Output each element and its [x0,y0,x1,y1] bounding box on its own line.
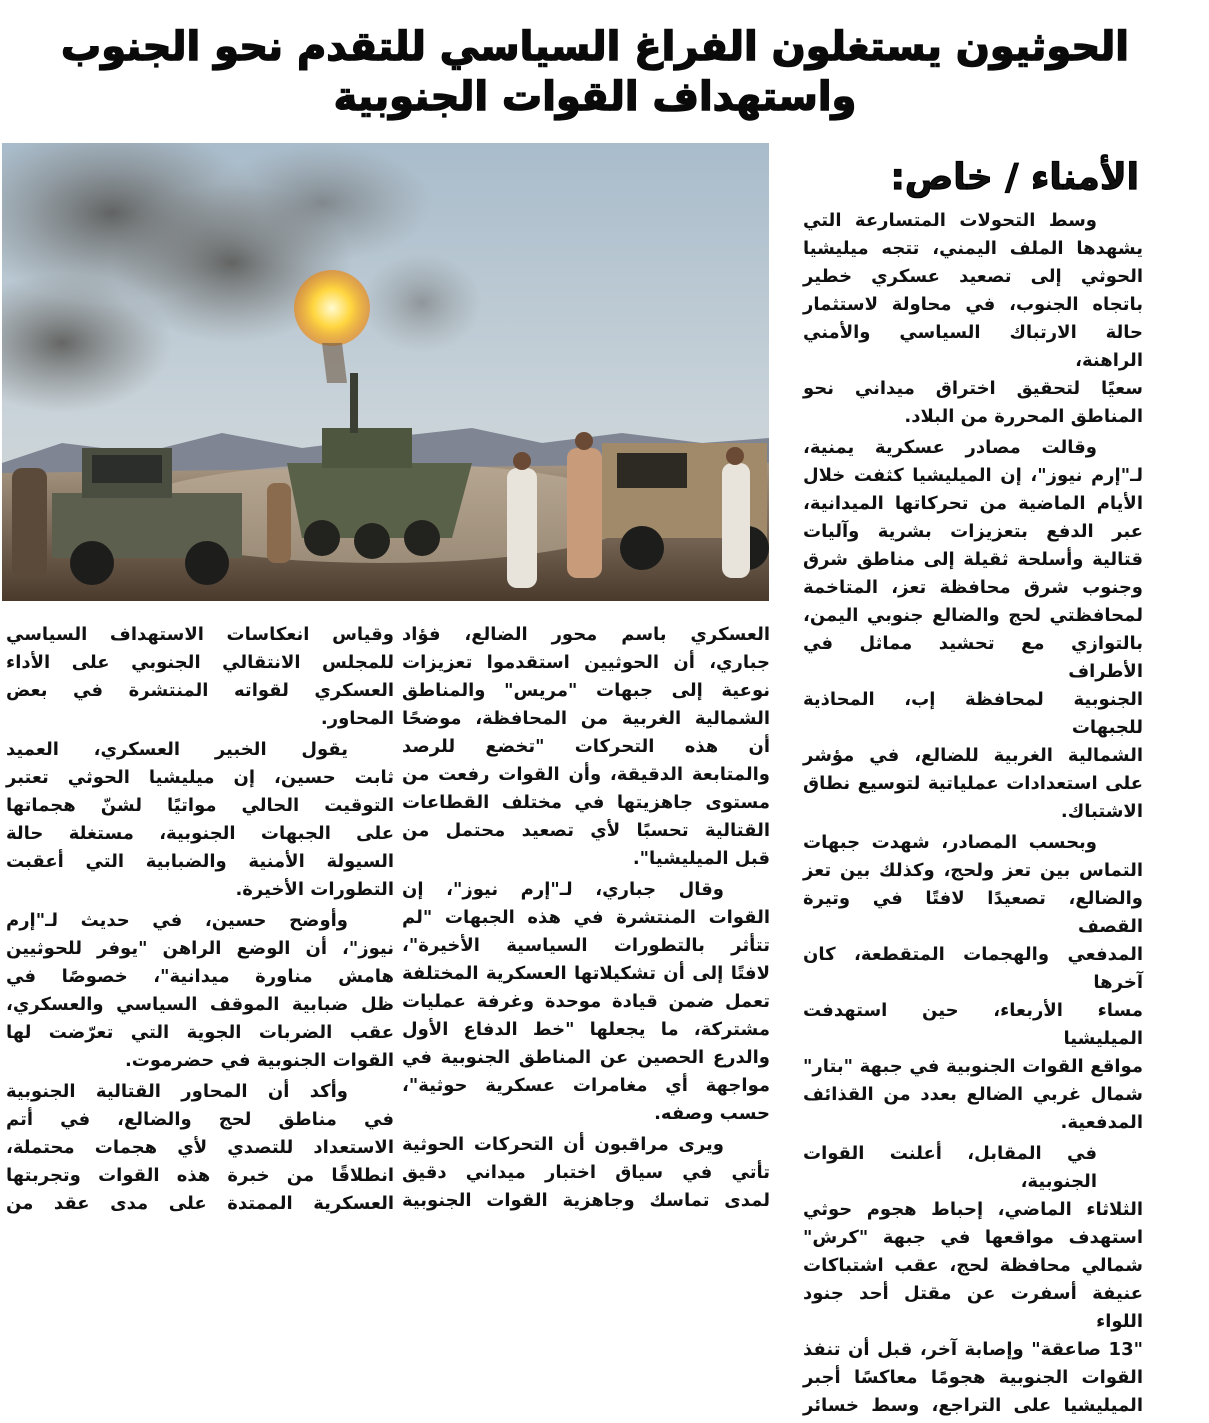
article-column-right [803,207,1143,1423]
text-line: تتأثر بالتطورات السياسية الأخيرة"، [402,935,770,956]
paragraph [6,1078,394,1218]
text-line: القتالية تحسبًا لأي تصعيد محتمل من [402,820,770,841]
article-column-left [6,621,394,1221]
text-line: لمحافظتي لحج والضالع جنوبي اليمن، [803,605,1143,626]
text-line: يقول الخبير العسكري، العميد [6,739,348,760]
text-line: المحاور. [320,708,394,729]
text-line: وقياس انعكاسات الاستهداف السياسي [6,624,394,645]
byline: الأمناء / خاص: [890,157,1139,198]
text-line: الثلاثاء الماضي، إحباط هجوم حوثي [803,1199,1143,1220]
text-line: لمدى تماسك وجاهزية القوات الجنوبية [402,1190,770,1211]
text-line: الاشتباك. [1060,801,1143,822]
text-line: نيوز"، أن الوضع الراهن "يوفر للحوثيين [6,938,394,959]
text-line: انطلاقًا من خبرة هذه القوات وتجربتها [6,1165,394,1186]
text-line: مواجهة أي مغامرات عسكرية حوثية"، [402,1075,770,1096]
text-line: على الجبهات الجنوبية، مستغلة حالة [6,823,394,844]
paragraph [6,736,394,904]
text-line: التماس بين تعز ولحج، وكذلك بين تعز [803,860,1143,881]
paragraph [803,207,1143,431]
text-line: مساء الأربعاء، حين استهدفت الميليشيا [803,1000,1143,1049]
text-line: "13 صاعقة" وإصابة آخر، قبل أن تنفذ [803,1339,1143,1360]
paragraph [402,1131,770,1215]
text-line: وأوضح حسين، في حديث لـ"إرم [6,910,348,931]
text-line: في المقابل، أعلنت القوات الجنوبية، [803,1143,1097,1192]
text-line: في مناطق لحج والضالع، في أتم [6,1109,394,1130]
text-line: قبل الميليشيا". [632,848,770,869]
text-line: الجنوبية لمحافظة إب، المحاذية للجبهات [803,689,1143,738]
paragraph [402,621,770,873]
text-line: قتالية وأسلحة ثقيلة إلى مناطق شرق [803,549,1143,570]
text-line: وقالت مصادر عسكرية يمنية، [803,437,1097,458]
paragraph [6,907,394,1075]
paragraph [402,876,770,1128]
text-line: شمال غربي الضالع بعدد من القذائف [803,1084,1143,1105]
text-line: عقب الضربات الجوية التي تعرّضت لها [6,1022,394,1043]
text-line: القوات الجنوبية هجومًا معاكسًا أجبر [803,1367,1143,1388]
text-line: التطورات الأخيرة. [235,879,394,900]
text-line: والمتابعة الدقيقة، وأن القوات رفعت من [402,764,770,785]
text-line: والضالع، تصعيدًا لافتًا في وتيرة القصف [803,888,1143,937]
text-line: استهدف مواقعها في جبهة "كرش" [803,1227,1143,1248]
battlefield-image [2,143,769,601]
text-line: القوات الجنوبية في حضرموت. [124,1050,394,1071]
text-line: مستوى جاهزيتها في مختلف القطاعات [402,792,770,813]
text-line: شمالي محافظة لحج، عقب اشتباكات [803,1255,1143,1276]
text-line: المناطق المحررة من البلاد. [904,406,1143,427]
text-line: والدرع الحصين عن المناطق الجنوبية في [402,1047,770,1068]
text-line: ظل ضبابية الموقف السياسي والعسكري، [6,994,394,1015]
paragraph [6,621,394,733]
text-line: ويرى مراقبون أن التحركات الحوثية [402,1134,724,1155]
text-line: التوقيت الحالي مواتيًا لشنّ هجماتها [6,795,394,816]
text-line: تعمل ضمن قيادة موحدة وغرفة عمليات [402,991,770,1012]
text-line: بالتوازي مع تحشيد مماثل في الأطراف [803,633,1143,682]
text-line: وأكد أن المحاور القتالية الجنوبية [6,1081,348,1102]
text-line: العسكري لقواته المنتشرة في بعض [6,680,394,701]
text-line: أن هذه التحركات "تخضع للرصد [402,736,770,757]
text-line: عبر الدفع بتعزيزات بشرية وآليات [803,521,1143,542]
text-line: على استعدادات عملياتية لتوسيع نطاق [803,773,1143,794]
text-line: الشمالية الغربية للضالع، في مؤشر [803,745,1143,766]
article-photo [2,143,769,601]
text-line: لـ"إرم نيوز"، إن الميليشيا كثفت خلال [803,465,1143,486]
paragraph [803,829,1143,1137]
text-line: جباري، أن الحوثيين استقدموا تعزيزات [402,652,770,673]
text-line: الاستعداد للتصدي لأي هجمات محتملة، [6,1137,394,1158]
text-line: الميليشيا على التراجع، وسط خسائر [803,1395,1143,1416]
headline-text: الحوثيون يستغلون الفراغ السياسي للتقدم نحو الجنوب واستهداف القوات الجنوبية [61,24,1129,120]
text-line: هامش مناورة ميدانية"، خصوصًا في [6,966,394,987]
text-line: حالة الارتباك السياسي والأمني الراهنة، [803,322,1143,371]
explosion [294,270,370,346]
text-line: القوات المنتشرة في هذه الجبهات "لم [402,907,770,928]
text-line: المدفعية. [1060,1112,1143,1133]
text-line: الشمالية الغربية من المحافظة، موضحًا [402,708,770,729]
text-line: باتجاه الجنوب، في محاولة لاستثمار [803,294,1143,315]
text-line: وبحسب المصادر، شهدت جبهات [803,832,1097,853]
text-line: وقال جباري، لـ"إرم نيوز"، إن [402,879,724,900]
paragraph [803,434,1143,826]
article-headline [30,22,1160,122]
text-line: حسب وصفه. [654,1103,770,1124]
text-line: ثابت حسين، إن ميليشيا الحوثي تعتبر [6,767,394,788]
text-line: نوعية إلى جبهات "مريس" والمناطق [402,680,770,701]
text-line: يشهدها الملف اليمني، تتجه ميليشيا [803,238,1143,259]
text-line: عنيفة أسفرت عن مقتل أحد جنود اللواء [803,1283,1143,1332]
text-line: للمجلس الانتقالي الجنوبي على الأداء [6,652,394,673]
text-line: مشتركة، ما يجعلها "خط الدفاع الأول [402,1019,770,1040]
article-column-middle [402,621,770,1218]
text-line: المدفعي والهجمات المتقطعة، كان آخرها [803,944,1143,993]
text-line: الحوثي إلى تصعيد عسكري خطير [803,266,1143,287]
text-line: سعيًا لتحقيق اختراق ميداني نحو [803,378,1143,399]
text-line: مواقع القوات الجنوبية في جبهة "بتار" [803,1056,1143,1077]
text-line: وسط التحولات المتسارعة التي [803,210,1097,231]
text-line: وجنوب شرق محافظة تعز، المتاخمة [803,577,1143,598]
text-line: العسكرية الممتدة على مدى عقد من [6,1193,394,1214]
text-line: تأتي في سياق اختبار ميداني دقيق [402,1162,770,1183]
text-line: لافتًا إلى أن تشكيلاتها العسكرية المختلفة [402,963,770,984]
text-line: العسكري باسم محور الضالع، فؤاد [402,624,770,645]
text-line: السيولة الأمنية والضبابية التي أعقبت [6,851,394,872]
paragraph [803,1140,1143,1420]
text-line: الأيام الماضية من تحركاتها الميدانية، [803,493,1143,514]
